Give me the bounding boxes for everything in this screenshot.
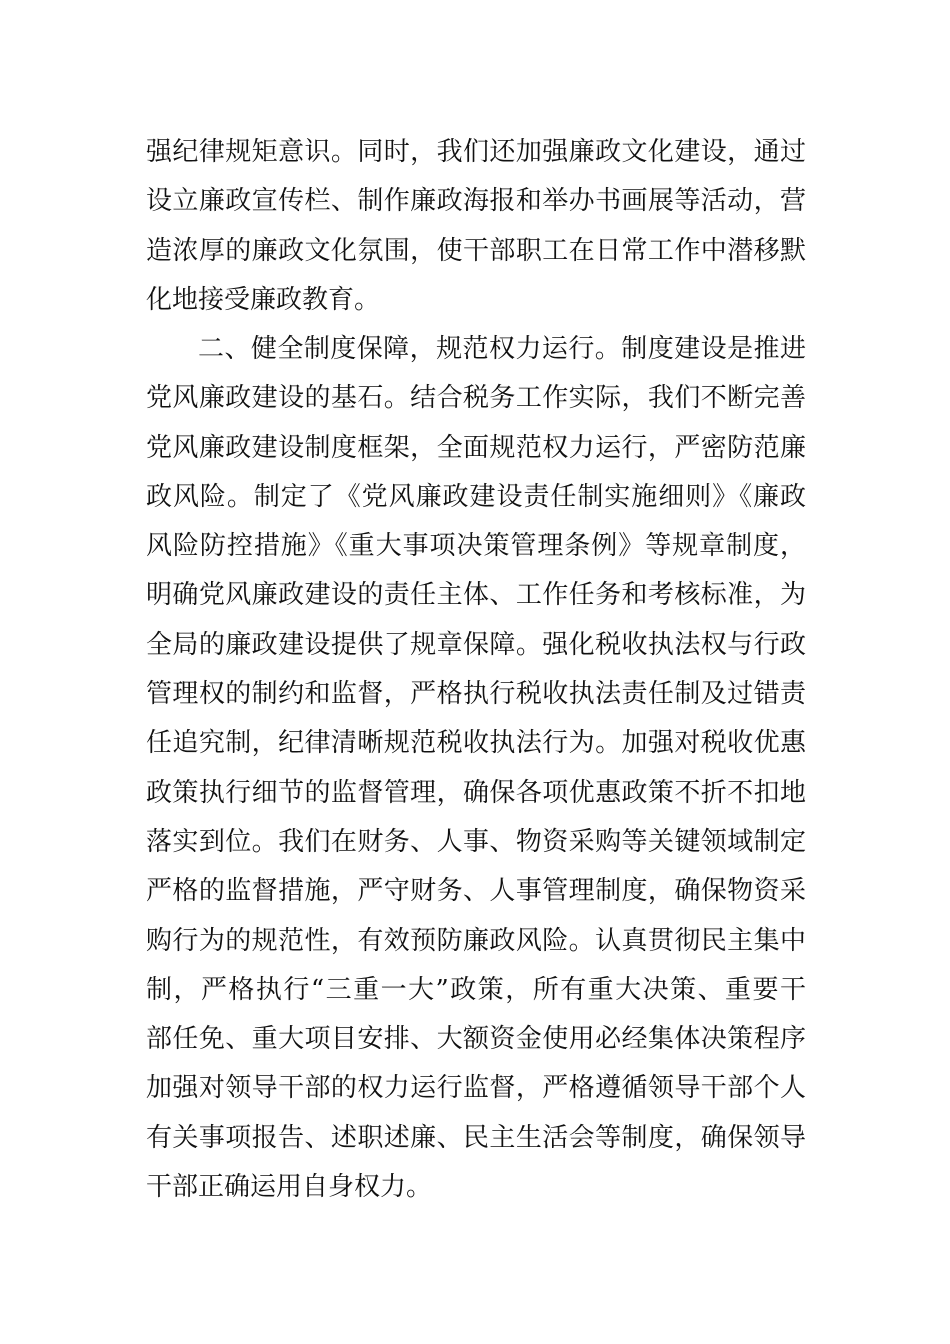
paragraph-2-line: 党风廉政建设的基石。结合税务工作实际，我们不断完善: [146, 383, 806, 414]
paragraph-1-line: 造浓厚的廉政文化氛围，使干部职工在日常工作中潜移默: [146, 235, 806, 266]
paragraph-2-line: 加强对领导干部的权力运行监督，严格遵循领导干部个人: [146, 1073, 806, 1104]
paragraph-2-line: 政策执行细节的监督管理，确保各项优惠政策不折不扣地: [146, 777, 806, 808]
paragraph-2-line: 部任免、重大项目安排、大额资金使用必经集体决策程序: [146, 1024, 806, 1055]
paragraph-2-line: 落实到位。我们在财务、人事、物资采购等关键领域制定: [146, 826, 806, 857]
paragraph-1: [146, 128, 806, 325]
paragraph-2-line: 任追究制，纪律清晰规范税收执法行为。加强对税收优惠: [146, 728, 806, 759]
paragraph-2-line: 严格的监督措施，严守财务、人事管理制度，确保物资采: [146, 876, 806, 907]
paragraph-2-line: 全局的廉政建设提供了规章保障。强化税收执法权与行政: [146, 629, 806, 660]
paragraph-2-line: 党风廉政建设制度框架，全面规范权力运行，严密防范廉: [146, 432, 806, 463]
paragraph-2-line: 制，严格执行“三重一大”政策，所有重大决策、重要干: [146, 974, 806, 1005]
paragraph-2-line: 购行为的规范性，有效预防廉政风险。认真贯彻民主集中: [146, 925, 806, 956]
paragraph-1-line: 设立廉政宣传栏、制作廉政海报和举办书画展等活动，营: [146, 186, 806, 217]
paragraph-2: [146, 325, 806, 1212]
paragraph-1-line: 化地接受廉政教育。: [146, 284, 381, 315]
paragraph-2-line: 有关事项报告、述职述廉、民主生活会等制度，确保领导: [146, 1122, 806, 1153]
paragraph-2-line: 政风险。制定了《党风廉政建设责任制实施细则》《廉政: [146, 481, 806, 512]
paragraph-2-line: 明确党风廉政建设的责任主体、工作任务和考核标准，为: [146, 580, 806, 611]
paragraph-2-line: 二、健全制度保障，规范权力运行。制度建设是推进: [198, 334, 806, 364]
paragraph-2-line: 风险防控措施》《重大事项决策管理条例》等规章制度，: [146, 531, 806, 562]
paragraph-2-line: 干部正确运用自身权力。: [146, 1172, 433, 1203]
paragraph-2-line: 管理权的制约和监督，严格执行税收执法责任制及过错责: [146, 679, 806, 710]
paragraph-1-line: 强纪律规矩意识。同时，我们还加强廉政文化建设，通过: [146, 137, 806, 167]
